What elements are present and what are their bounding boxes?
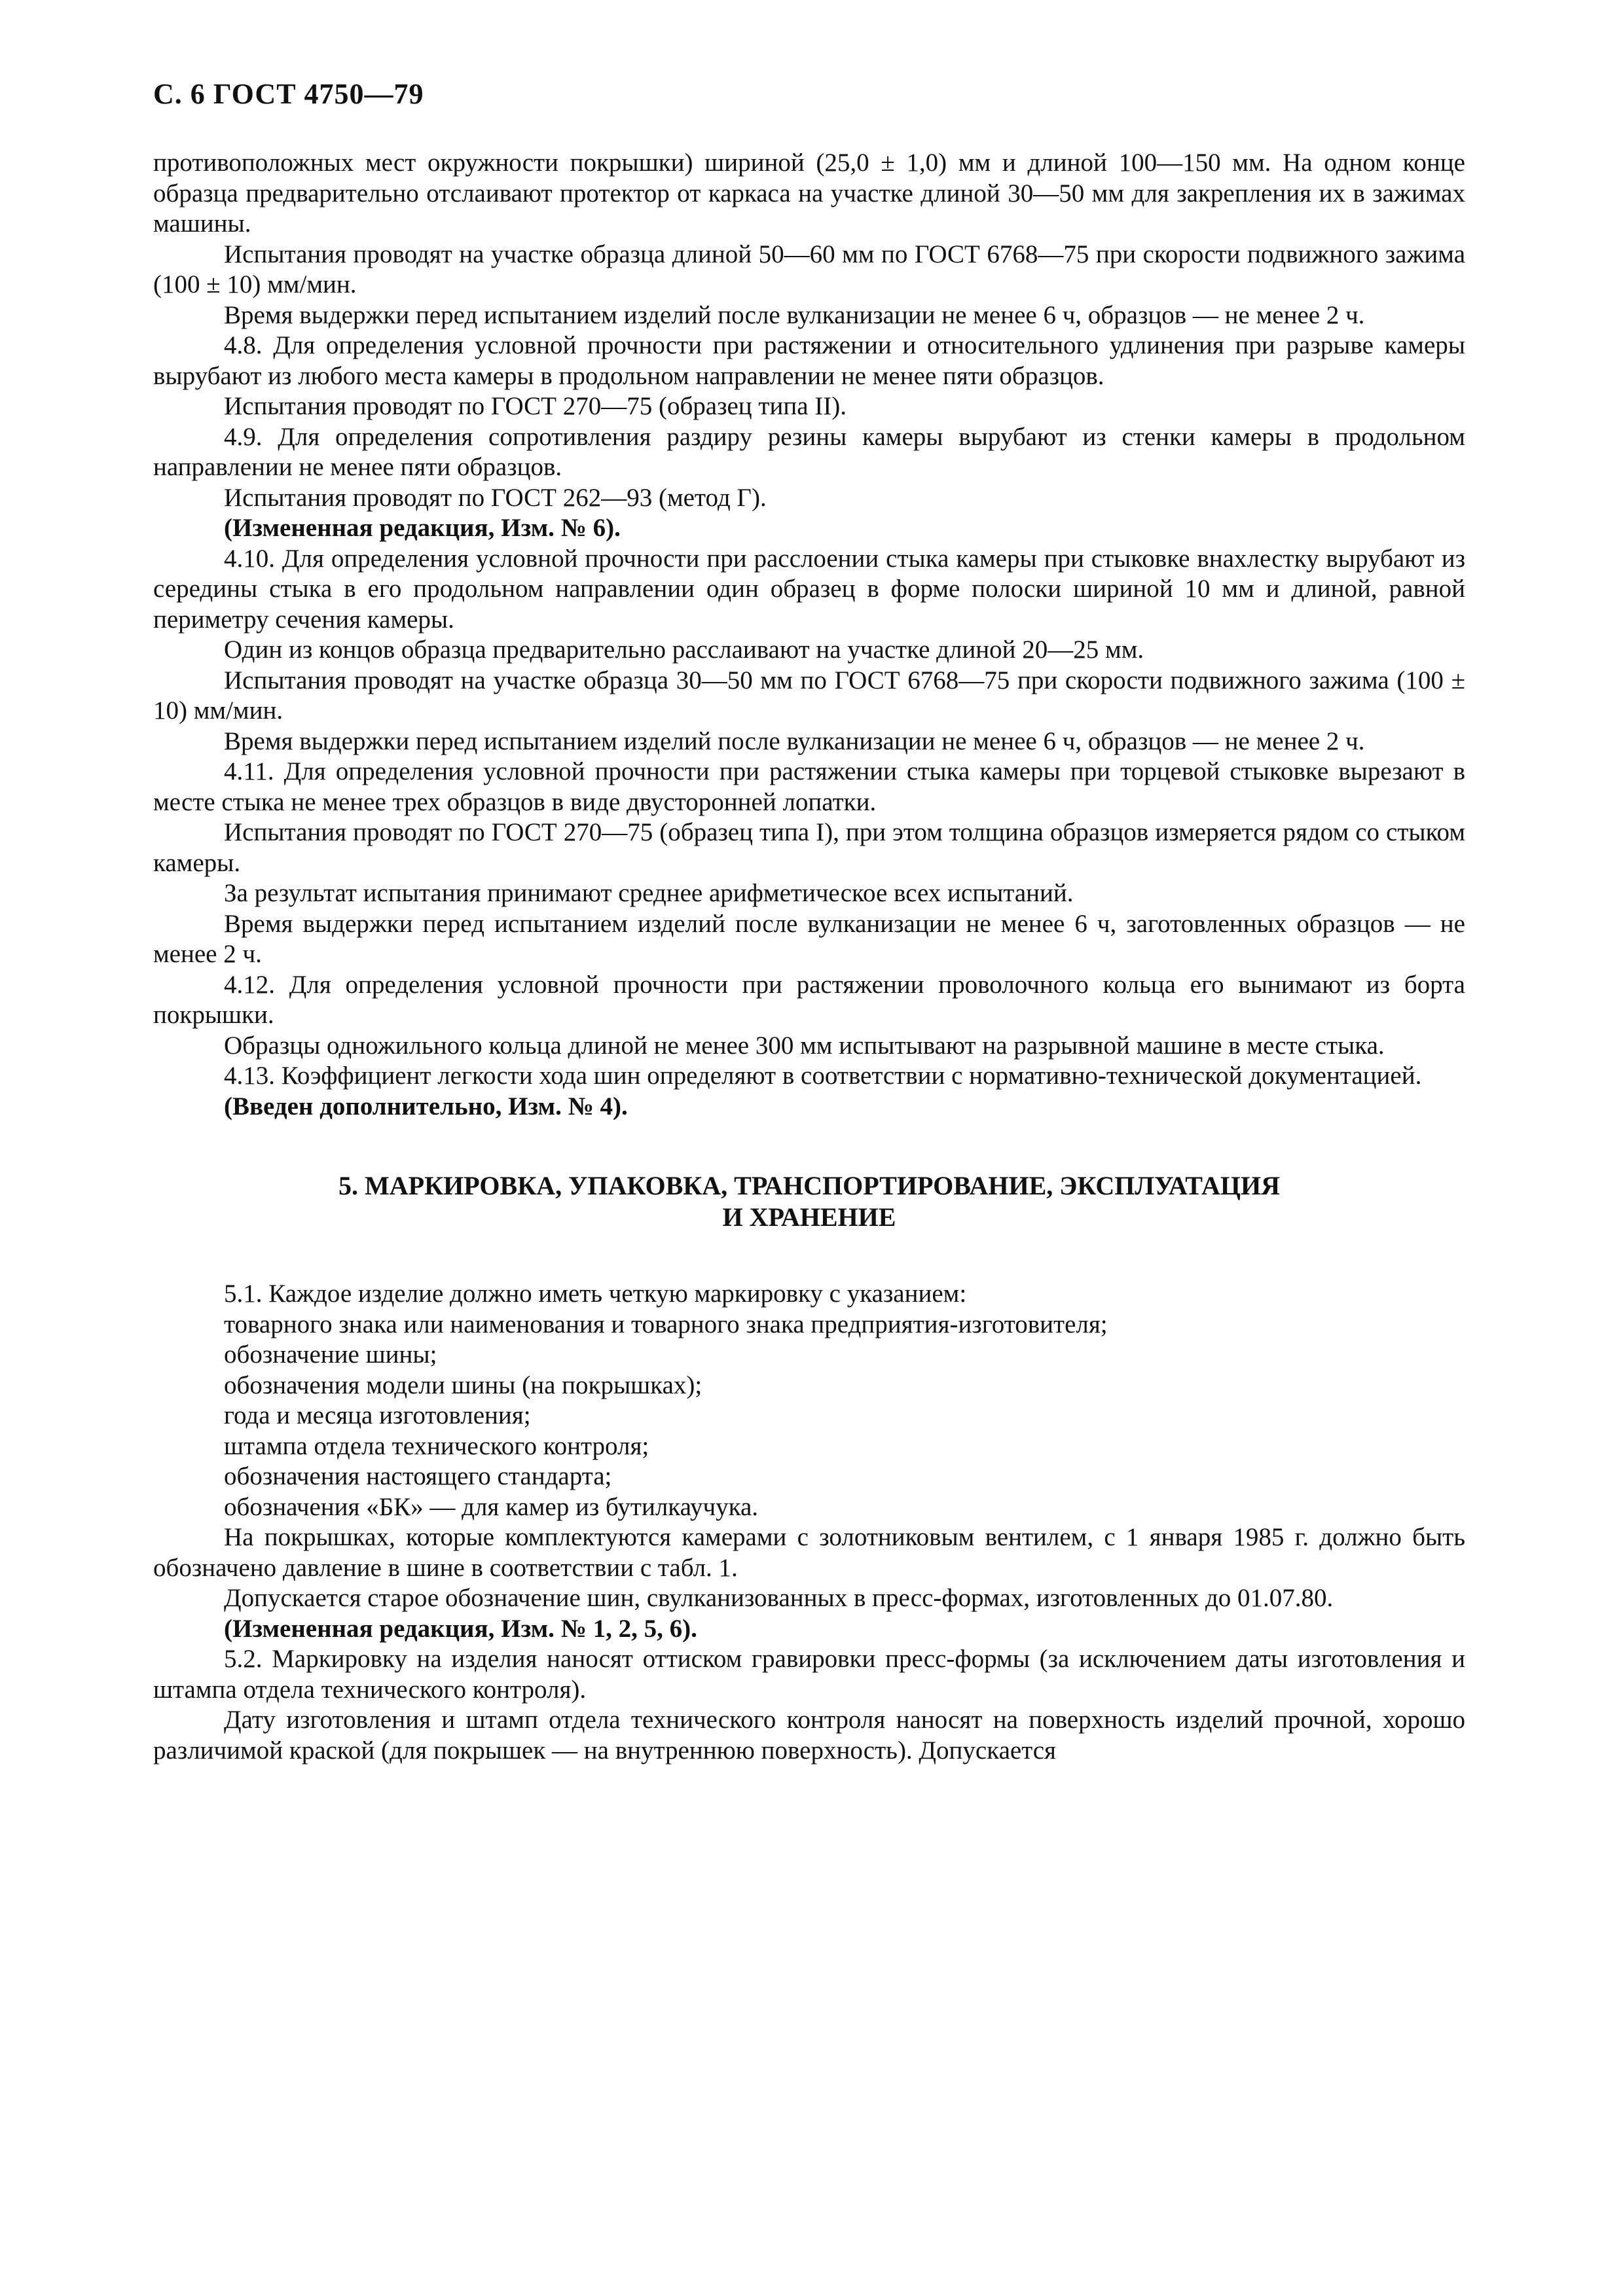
paragraph: Допускается старое обозначение шин, свулканизованных в пресс-формах, изготовленных до 01.07.80. — [224, 1584, 1334, 1612]
paragraph: Испытания проводят на участке образца 30—50 мм по ГОСТ 6768—75 при скорости подвижного зажима (100 ± 10) мм/мин. — [153, 666, 1465, 725]
paragraph: За результат испытания принимают среднее арифметическое всех испытаний. — [224, 879, 1074, 907]
paragraph: Время выдержки перед испытанием изделий после вулканизации не менее 6 ч, образцов — не менее 2 ч. — [224, 726, 1365, 755]
paragraph: 4.12. Для определения условной прочности при растяжении проволочного кольца его вынимают из борта покрышки. — [153, 970, 1465, 1029]
paragraph: Один из концов образца предварительно расслаивают на участке длиной 20—25 мм. — [224, 636, 1144, 664]
paragraph: 5.1. Каждое изделие должно иметь четкую маркировку с указанием: — [224, 1280, 967, 1308]
paragraph: 4.13. Коэффициент легкости хода шин определяют в соответствии с нормативно-технической документацией. — [224, 1062, 1422, 1090]
list-item: штампа отдела технического контроля; — [224, 1431, 649, 1460]
list-item: товарного знака или наименования и товарного знака предприятия-изготовителя; — [224, 1310, 1108, 1338]
paragraph: Дату изготовления и штамп отдела технического контроля наносят на поверхность изделий прочной, хорошо различимой краской (для покрышек — на внутреннюю поверхность). Допускается — [153, 1706, 1465, 1765]
paragraph: 4.10. Для определения условной прочности при расслоении стыка камеры при стыковке внахлестку вырубают из середины стыка в его продольном направлении один образец в форме полоски шириной 10 мм и длиной, равной периметру сечения камеры. — [153, 544, 1465, 634]
paragraph: 5.2. Маркировку на изделия наносят оттиском гравировки пресс-формы (за исключением даты изготовления и штампа отдела технического контроля). — [153, 1645, 1465, 1704]
amendment-note: (Измененная редакция, Изм. № 6). — [224, 514, 621, 542]
paragraph: Испытания проводят по ГОСТ 262—93 (метод Г). — [224, 483, 767, 512]
paragraph: Испытания проводят по ГОСТ 270—75 (образец типа II). — [224, 392, 847, 420]
paragraph: Время выдержки перед испытанием изделий после вулканизации не менее 6 ч, образцов — не менее 2 ч. — [224, 300, 1365, 329]
section-title-line-1: 5. МАРКИРОВКА, УПАКОВКА, ТРАНСПОРТИРОВАНИЕ, ЭКСПЛУАТАЦИЯ — [338, 1171, 1280, 1200]
paragraph: Испытания проводят на участке образца длиной 50—60 мм по ГОСТ 6768—75 при скорости подвижного зажима (100 ± 10) мм/мин. — [153, 240, 1465, 298]
paragraph: Образцы одножильного кольца длиной не менее 300 мм испытывают на разрывной машине в месте стыка. — [224, 1031, 1385, 1060]
paragraph: 4.9. Для определения сопротивления раздиру резины камеры вырубают из стенки камеры в продольном направлении не менее пяти образцов. — [153, 422, 1465, 481]
amendment-note: (Введен дополнительно, Изм. № 4). — [224, 1092, 628, 1121]
paragraph: 4.11. Для определения условной прочности при растяжении стыка камеры при торцевой стыковке вырезают в месте стыка не менее трех образцов в виде двусторонней лопатки. — [153, 757, 1465, 816]
page-header: С. 6 ГОСТ 4750—79 — [153, 78, 424, 110]
paragraph: противоположных мест окружности покрышки) шириной (25,0 ± 1,0) мм и длиной 100—150 мм. На одном конце образца предварительно отслаивают протектор от каркаса на участке длиной 30—50 мм для закрепления их в зажимах машины. — [153, 149, 1465, 238]
section-title — [153, 1170, 1465, 1233]
list-item: обозначения настоящего стандарта; — [224, 1462, 612, 1490]
list-item: обозначения модели шины (на покрышках); — [224, 1371, 702, 1399]
list-item: года и месяца изготовления; — [224, 1401, 531, 1429]
paragraph: Время выдержки перед испытанием изделий после вулканизации не менее 6 ч, заготовленных образцов — не менее 2 ч. — [153, 909, 1465, 968]
amendment-note: (Измененная редакция, Изм. № 1, 2, 5, 6). — [224, 1614, 697, 1643]
list-item: обозначение шины; — [224, 1340, 437, 1369]
body-text — [153, 148, 1465, 1766]
paragraph: Испытания проводят по ГОСТ 270—75 (образец типа I), при этом толщина образцов измеряется рядом со стыком камеры. — [153, 818, 1465, 877]
section-title-line-2: И ХРАНЕНИЕ — [722, 1202, 896, 1232]
list-item: обозначения «БК» — для камер из бутилкаучука. — [224, 1492, 759, 1521]
paragraph: 4.8. Для определения условной прочности при растяжении и относительного удлинения при разрыве камеры вырубают из любого места камеры в продольном направлении не менее пяти образцов. — [153, 331, 1465, 390]
paragraph: На покрышках, которые комплектуются камерами с золотниковым вентилем, с 1 января 1985 г. должно быть обозначено давление в шине в соответствии с табл. 1. — [153, 1523, 1465, 1582]
